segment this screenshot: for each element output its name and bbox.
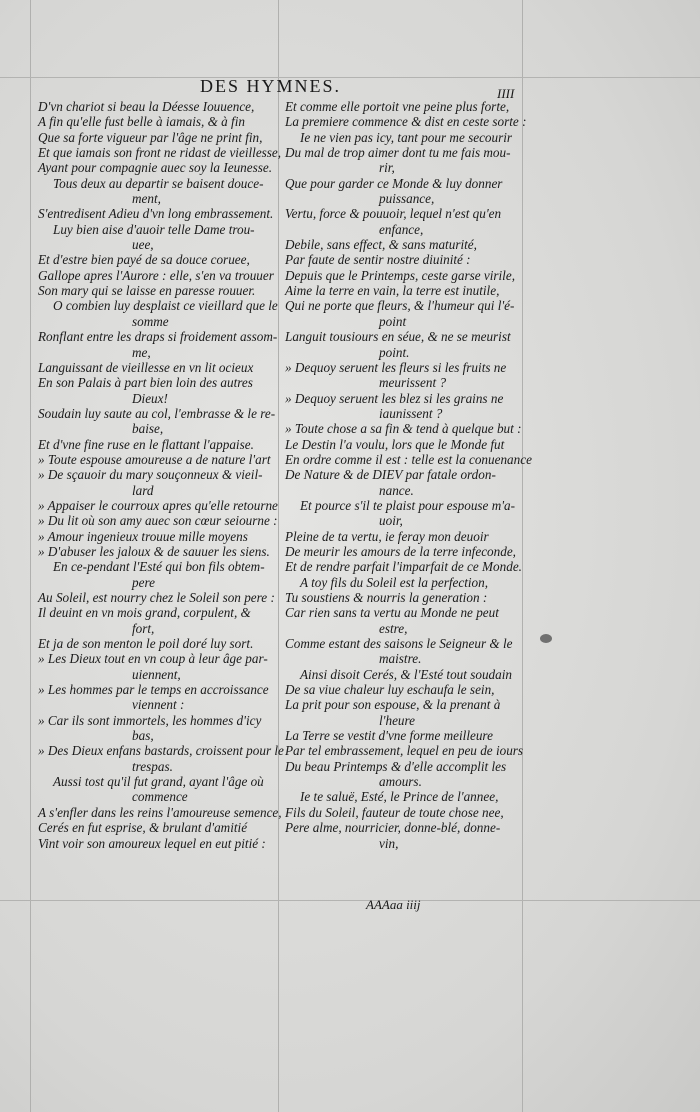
text-line: Pleine de ta vertu, ie feray mon deuoir: [285, 528, 489, 544]
text-line: estre,: [379, 620, 408, 636]
text-line: point.: [379, 344, 410, 360]
text-line: S'entredisent Adieu d'vn long embrassement.: [38, 206, 274, 222]
text-line: Il deuint en vn mois grand, corpulent, &: [38, 605, 251, 621]
text-line: Car rien sans ta vertu au Monde ne peut: [285, 605, 499, 621]
text-line: iaunissent ?: [379, 405, 443, 421]
text-line: Et d'vne fine ruse en le flattant l'appaise.: [38, 436, 254, 452]
text-line: » Les hommes par le temps en accroissance: [38, 682, 269, 698]
text-line: pere: [132, 574, 155, 590]
text-line: Du mal de trop aimer dont tu me fais mou-: [285, 145, 511, 161]
text-line: A toy fils du Soleil est la perfection,: [300, 574, 489, 590]
text-line: » Toute chose a sa fin & tend à quelque but :: [285, 421, 522, 437]
text-line: puissance,: [379, 191, 435, 207]
text-line: La Terre se vestit d'vne forme meilleure: [285, 728, 493, 744]
text-line: » Car ils sont immortels, les hommes d'icy: [38, 712, 262, 728]
text-line: Ayant pour compagnie auec soy la Ieunesse.: [38, 160, 273, 176]
text-line: uiennent,: [132, 666, 181, 682]
text-line: » Les Dieux tout en vn coup à leur âge par-: [38, 651, 268, 667]
text-line: bas,: [132, 728, 154, 744]
text-line: De Nature & de DIEV par fatale ordon-: [285, 467, 496, 483]
text-line: Pere alme, nourricier, donne-blé, donne-: [285, 820, 501, 836]
text-line: » Amour ingenieux trouue mille moyens: [38, 528, 248, 544]
text-line: point: [379, 313, 407, 329]
text-line: Languit tousiours en séue, & ne se meurist: [285, 329, 511, 345]
text-line: Aime la terre en vain, la terre est inutile,: [285, 283, 500, 299]
text-line: lard: [132, 482, 154, 498]
page-number: IIII: [497, 86, 515, 101]
text-line: Et comme elle portoit vne peine plus forte,: [285, 99, 510, 114]
text-line: Debile, sans effect, & sans maturité,: [285, 237, 477, 253]
text-line: vin,: [379, 835, 399, 851]
text-line: » Toute espouse amoureuse a de nature l'art: [38, 451, 271, 467]
text-line: baise,: [132, 421, 164, 437]
text-line: Le Destin l'a voulu, lors que le Monde fut: [285, 436, 505, 452]
text-line: Au Soleil, est nourry chez le Soleil son pere :: [38, 590, 275, 605]
text-line: Ie te saluë, Esté, le Prince de l'annee,: [300, 789, 499, 805]
text-line: uee,: [132, 237, 154, 253]
running-title: DES HYMNES.: [200, 76, 342, 96]
text-line: Que sa forte vigueur par l'âge ne print fin,: [38, 129, 263, 145]
text-line: Vint voir son amoureux lequel en eut pitié :: [38, 835, 266, 851]
text-line: Et de rendre parfait l'imparfait de ce Monde.: [285, 559, 522, 575]
text-line: Tous deux au departir se baisent douce-: [53, 175, 264, 191]
text-line: A s'enfler dans les reins l'amoureuse semence,: [38, 804, 282, 820]
text-line: » Appaiser le courroux apres qu'elle retourne: [38, 497, 278, 513]
text-line: meurissent ?: [379, 375, 447, 391]
signature-mark: AAAaa iiij: [366, 897, 421, 912]
text-line: La prit pour son espouse, & la prenant à: [285, 697, 501, 713]
text-line: fort,: [132, 620, 155, 636]
text-line: nance.: [379, 482, 414, 498]
text-line: commence: [132, 789, 188, 805]
text-line: Comme estant des saisons le Seigneur & le: [285, 636, 513, 652]
text-line: Gallope apres l'Aurore : elle, s'en va trouuer: [38, 267, 274, 283]
text-line: Ronflant entre les draps si froidement assom-: [38, 329, 278, 345]
text-line: A fin qu'elle fust belle à iamais, & à fin: [38, 114, 245, 130]
text-line: » D'abuser les jaloux & de sauuer les siens.: [38, 543, 270, 559]
footer-rule: [0, 900, 700, 901]
text-line: Fils du Soleil, fauteur de toute chose nee,: [285, 804, 504, 820]
text-line: » Du lit où son amy auec son cœur seiourne :: [38, 513, 278, 529]
header-rule: [0, 77, 700, 78]
text-line: Cerés en fut esprise, & brulant d'amitié: [38, 820, 248, 836]
text-line: ment,: [132, 191, 161, 207]
text-line: En ordre comme il est : telle est la conuenance: [285, 451, 532, 467]
text-line: maistre.: [379, 651, 422, 667]
text-line: » De sçauoir du mary souçonneux & vieil-: [38, 467, 263, 483]
text-line: Et que iamais son front ne ridast de vieillesse,: [38, 145, 282, 161]
text-line: Tu soustiens & nourris la generation :: [285, 590, 488, 605]
text-line: Du beau Printemps & d'elle accomplit les: [285, 758, 507, 774]
text-line: Luy bien aise d'auoir telle Dame trou-: [53, 221, 255, 237]
text-line: En son Palais à part bien loin des autres: [38, 375, 253, 391]
text-line: » Dequoy seruent les blez si les grains ne: [285, 390, 504, 406]
text-line: Que pour garder ce Monde & luy donner: [285, 175, 503, 191]
text-line: trespas.: [132, 758, 173, 774]
text-line: Languissant de vieillesse en vn lit ocieux: [38, 359, 254, 375]
text-line: Par faute de sentir nostre diuinité :: [285, 252, 471, 268]
text-line: me,: [132, 344, 151, 360]
text-line: De sa viue chaleur luy eschaufa le sein,: [285, 682, 495, 698]
text-line: Son mary qui se laisse en paresse rouuer.: [38, 283, 256, 299]
text-line: Dieux!: [132, 390, 168, 406]
text-line: O combien luy desplaist ce vieillard que le: [53, 298, 278, 314]
text-line: Soudain luy saute au col, l'embrasse & le re-: [38, 405, 276, 421]
text-line: De meurir les amours de la terre infeconde,: [285, 543, 516, 559]
text-line: rir,: [379, 160, 395, 176]
gutter-line: [30, 0, 31, 1112]
text-column-right: [285, 99, 532, 851]
text-line: Ainsi disoit Cerés, & l'Esté tout soudain: [300, 666, 512, 682]
text-line: D'vn chariot si beau la Déesse Iouuence,: [38, 99, 255, 114]
text-line: » Des Dieux enfans bastards, croissent pour le: [38, 743, 284, 759]
text-line: En ce-pendant l'Esté qui bon fils obtem-: [53, 559, 265, 575]
text-line: » Dequoy seruent les fleurs si les fruits ne: [285, 359, 507, 375]
text-line: Qui ne porte que fleurs, & l'humeur qui l'é-: [285, 298, 515, 314]
text-line: Et d'estre bien payé de sa douce coruee,: [38, 252, 250, 268]
text-line: Vertu, force & pouuoir, lequel n'est qu'en: [285, 206, 502, 222]
text-line: Aussi tost qu'il fut grand, ayant l'âge où: [53, 774, 264, 790]
text-line: Et pource s'il te plaist pour espouse m'a-: [300, 497, 516, 513]
text-line: Depuis que le Printemps, ceste garse virile,: [285, 267, 515, 283]
text-line: l'heure: [379, 712, 416, 728]
text-line: somme: [132, 313, 169, 329]
text-column-left: [38, 99, 283, 851]
text-line: enfance,: [379, 221, 424, 237]
text-line: uoir,: [379, 513, 403, 529]
text-line: La premiere commence & dist en ceste sorte :: [285, 114, 527, 130]
ink-blot: [540, 634, 552, 643]
text-line: Et ja de son menton le poil doré luy sort.: [38, 636, 254, 652]
text-line: Par tel embrassement, lequel en peu de iours: [285, 743, 524, 759]
text-line: Ie ne vien pas icy, tant pour me secourir: [300, 129, 513, 145]
text-line: amours.: [379, 774, 422, 790]
text-line: viennent :: [132, 697, 185, 713]
